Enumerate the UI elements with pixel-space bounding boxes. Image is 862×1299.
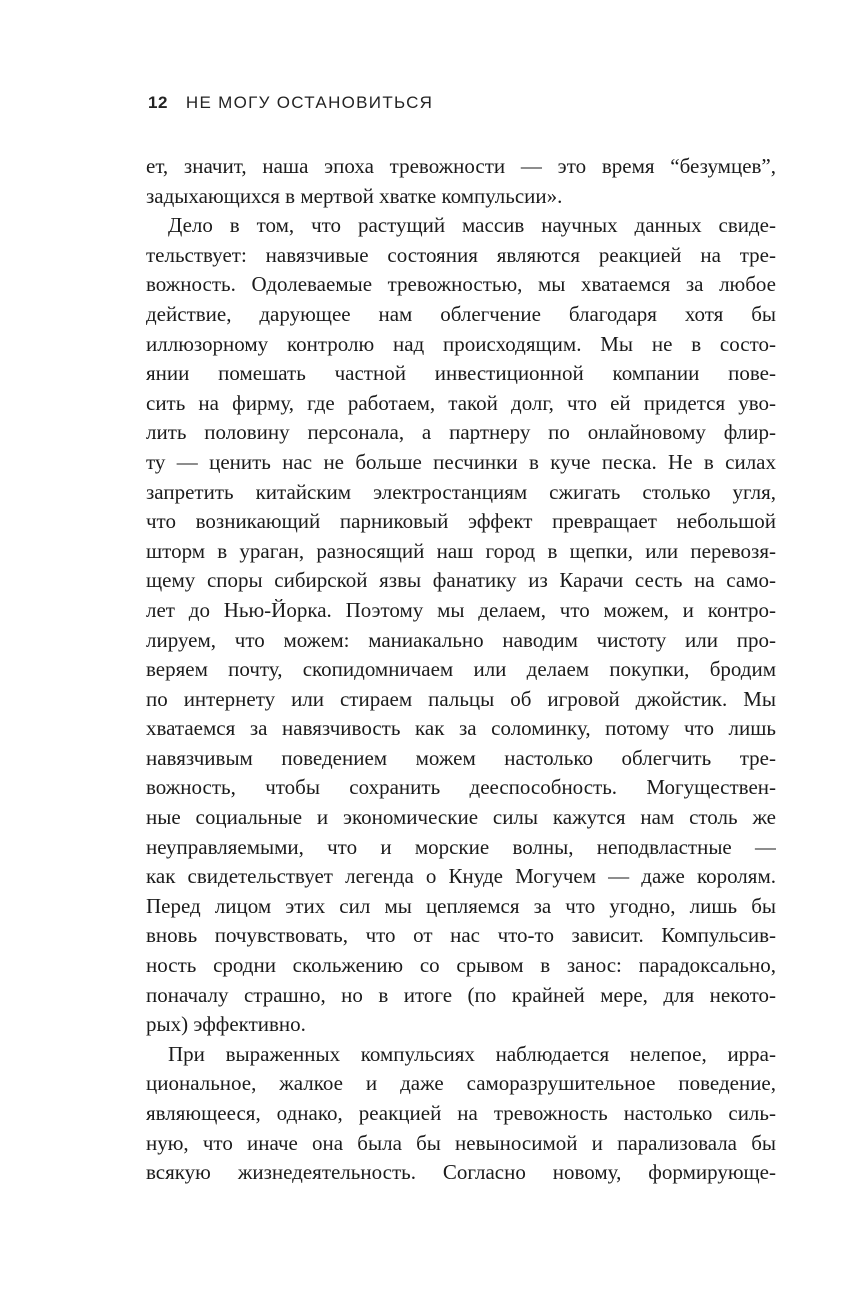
text-line: лет до Нью-Йорка. Поэтому мы делаем, что можем, и контро- (146, 597, 776, 622)
page-header (148, 94, 433, 113)
text-line: рых) эффективно. (146, 1012, 306, 1037)
text-line: действие, дарующее нам облегчение благодаря хотя бы (146, 301, 776, 326)
running-title: НЕ МОГУ ОСТАНОВИТЬСЯ (185, 93, 434, 112)
text-line: лить половину персонала, а партнеру по онлайновому флир- (146, 420, 776, 445)
text-line: вновь почувствовать, что от нас что-то зависит. Компульсив- (146, 923, 776, 948)
text-line: ет, значит, наша эпоха тревожности — это время “безумцев”, (146, 154, 776, 178)
text-line: всякую жизнедеятельность. Согласно новому, формирующе- (146, 1160, 776, 1185)
text-line: задыхающихся в мертвой хватке компульсии». (146, 183, 563, 208)
body-text (146, 152, 776, 1188)
text-line: ную, что иначе она была бы невыносимой и парализовала бы (146, 1130, 776, 1155)
text-line: неуправляемыми, что и морские волны, неподвластные — (146, 834, 776, 859)
text-line: Перед лицом этих сил мы цепляемся за что угодно, лишь бы (146, 893, 776, 918)
text-line: сить на фирму, где работаем, такой долг, что ей придется уво- (146, 390, 776, 415)
text-line: Дело в том, что растущий массив научных данных свиде- (168, 213, 776, 238)
text-line: являющееся, однако, реакцией на тревожность настолько силь- (146, 1101, 776, 1125)
text-line: ту — ценить нас не больше песчинки в куче песка. Не в силах (146, 449, 776, 474)
text-line: поначалу страшно, но в итоге (по крайней мере, для некото- (146, 982, 776, 1007)
text-line: запретить китайским электростанциям сжигать столько угля, (146, 479, 776, 504)
text-line: янии помешать частной инвестиционной компании пове- (146, 361, 776, 386)
text-line: При выраженных компульсиях наблюдается нелепое, ирра- (168, 1041, 776, 1066)
text-line: ность сродни скольжению со срывом в занос: парадоксально, (146, 953, 776, 978)
text-line: веряем почту, скопидомничаем или делаем покупки, бродим (146, 657, 776, 682)
text-line: что возникающий парниковый эффект превращает небольшой (146, 509, 776, 534)
text-line: щему споры сибирской язвы фанатику из Карачи сесть на само- (146, 568, 776, 593)
text-line: как свидетельствует легенда о Кнуде Могучем — даже королям. (146, 864, 776, 889)
text-line: лируем, что можем: маниакально наводим чистоту или про- (146, 627, 776, 652)
page-number: 12 (148, 93, 168, 112)
text-line: вожность, чтобы сохранить дееспособность. Могуществен- (146, 775, 776, 800)
text-line: тельствует: навязчивые состояния являются реакцией на тре- (146, 242, 776, 267)
text-line: иллюзорному контролю над происходящим. Мы не в состо- (146, 331, 776, 356)
text-line: вожность. Одолеваемые тревожностью, мы хватаемся за любое (146, 272, 776, 297)
text-line: хватаемся за навязчивость как за соломинку, потому что лишь (146, 716, 776, 741)
text-line: ные социальные и экономические силы кажутся нам столь же (146, 805, 776, 830)
text-line: шторм в ураган, разносящий наш город в щепки, или перевозя- (146, 538, 776, 563)
text-line: по интернету или стираем пальцы об игровой джойстик. Мы (146, 686, 776, 711)
text-line: навязчивым поведением можем настолько облегчить тре- (146, 745, 776, 770)
text-line: циональное, жалкое и даже саморазрушительное поведение, (146, 1071, 776, 1096)
